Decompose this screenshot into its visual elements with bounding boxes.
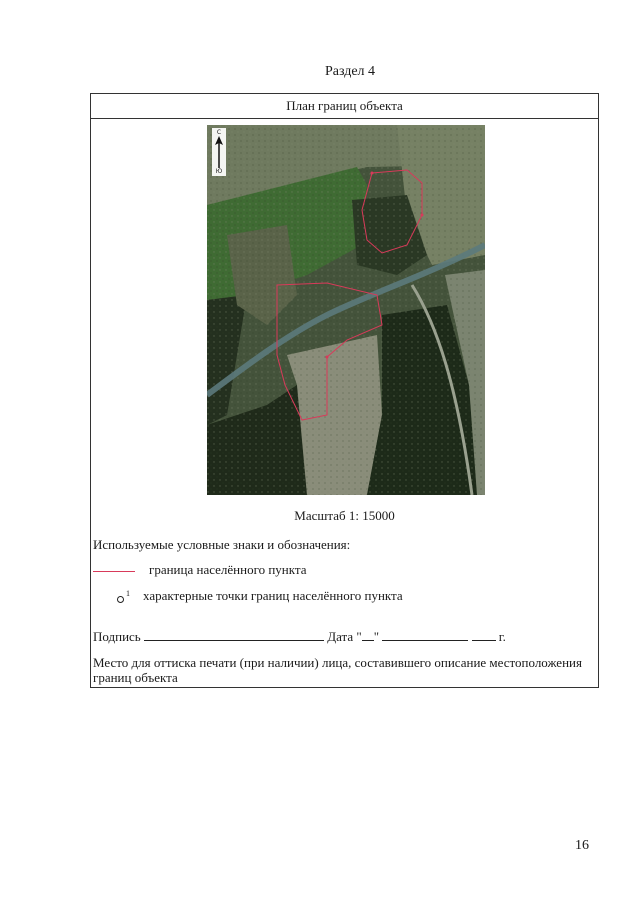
signature-label: Подпись	[93, 629, 141, 644]
date-quote: "	[373, 629, 380, 644]
legend-point-label: характерные точки границ населённого пункта	[143, 588, 403, 603]
legend-boundary-line	[93, 571, 135, 572]
legend-point-index: 1	[126, 589, 130, 598]
boundary-plan-frame	[90, 93, 599, 688]
boundary-point	[326, 356, 329, 359]
compass-south-label: Ю	[215, 168, 223, 175]
page-number: 16	[575, 838, 589, 853]
boundary-point-icon	[117, 596, 124, 603]
satellite-map-drawing	[207, 125, 485, 495]
signature-blank	[144, 629, 324, 641]
date-label: Дата "	[327, 629, 362, 644]
year-suffix: г.	[498, 629, 506, 644]
section-title: Раздел 4	[324, 64, 376, 79]
satellite-map	[207, 125, 485, 495]
boundary-point	[421, 214, 424, 217]
map-scale: Масштаб 1: 15000	[294, 508, 395, 523]
date-day-blank	[362, 629, 374, 641]
legend-point-symbol	[117, 589, 130, 605]
date-month-blank	[382, 629, 468, 641]
north-arrow-icon	[212, 136, 226, 168]
signature-line	[93, 629, 506, 645]
legend-title: Используемые условные знаки и обозначения:	[93, 537, 351, 552]
date-year-blank	[472, 629, 496, 641]
boundary-point	[371, 172, 374, 175]
legend-boundary-label: граница населённого пункта	[149, 562, 307, 577]
compass	[212, 128, 226, 176]
stamp-note: Место для оттиска печати (при наличии) лица, составившего описание местоположения границ объекта	[93, 655, 582, 685]
frame-header: План границ объекта	[91, 94, 598, 119]
compass-north-label: С	[216, 129, 222, 136]
